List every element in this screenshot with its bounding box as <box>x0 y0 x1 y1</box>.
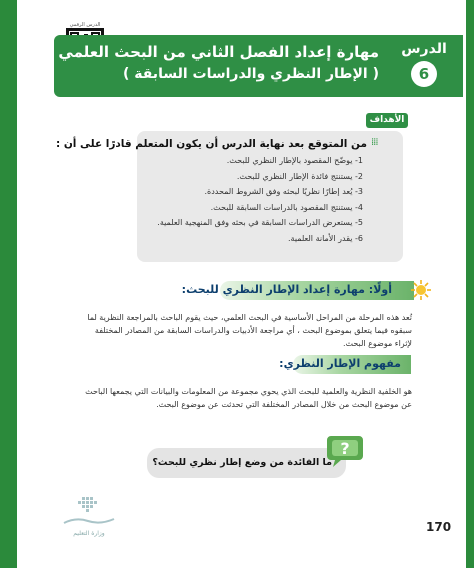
svg-text:?: ? <box>340 439 350 458</box>
lesson-header <box>54 35 463 97</box>
ministry-logo <box>58 495 118 531</box>
left-green-border <box>0 0 17 568</box>
section1-paragraph: تُعد هذه المرحلة من المراحل الأساسية في البحث العلمي، حيث يقوم الباحث بالمراجعة النظرية لما سبقوه فيما يتعلق بموضوع البحث ، أي مراجعة الأدبيات والدراسات السابقة من المصادر المختلفة لإثراء موضوع البحث. <box>87 313 412 348</box>
section1-title: أولًا: مهارة إعداد الإطار النظري للبحث: <box>181 283 392 296</box>
lesson-title-line2: ( الإطار النظري والدراسات السابقة ) <box>122 66 379 82</box>
page-number: 170 <box>426 520 452 534</box>
objectives-heading: من المتوقع بعد نهاية الدرس أن يكون المتعلم قادرًا على أن : <box>55 138 367 150</box>
section2-paragraph: هو الخلفية النظرية والعلمية للبحث الذي يحوي مجموعة من المعلومات والبيانات التي يجمعها الباحث عن موضوع البحث من خلال المصادر المختلفة التي تحدثت عن موضوع البحث. <box>85 387 412 409</box>
question-bubble-icon <box>325 432 365 470</box>
objectives-box <box>55 131 403 262</box>
section2-heading-bar <box>279 355 411 374</box>
question-box <box>147 448 346 478</box>
lesson-badge <box>393 41 455 87</box>
lesson-label: الدرس <box>401 41 447 57</box>
objectives-list <box>157 153 363 247</box>
dots-icon: ⁞⁞⁞ <box>371 137 378 148</box>
qr-caption: الدرس الرقمي <box>69 22 101 28</box>
question-text: ما الفائدة من وضع إطار نظري للبحث؟ <box>152 457 332 468</box>
section2-title: مفهوم الإطار النظري: <box>279 357 401 370</box>
right-green-border <box>466 0 474 568</box>
lesson-number: 6 <box>411 61 437 87</box>
objectives-tab: الأهداف <box>366 113 408 128</box>
ministry-name: وزارة التعليم <box>73 530 105 537</box>
objective-item: 3- يُعد إطارًا نظريًا لبحثه وفق الشروط المحددة. <box>204 187 363 197</box>
objective-item: 4- يستنتج المقصود بالدراسات السابقة للبحث. <box>210 202 363 212</box>
lesson-title-line1: مهارة إعداد الفصل الثاني من البحث العلمي <box>58 43 379 61</box>
objective-item: 5- يستعرض الدراسات السابقة في بحثه وفق المنهجية العلمية. <box>157 218 363 228</box>
objective-item: 6- يقدر الأمانة العلمية. <box>287 233 363 243</box>
sun-icon <box>410 279 432 301</box>
objective-item: 1- يوضّح المقصود بالإطار النظري للبحث. <box>226 156 363 165</box>
objective-item: 2- يستنتج فائدة الإطار النظري للبحث. <box>236 171 363 181</box>
section1-heading-bar <box>181 281 414 300</box>
